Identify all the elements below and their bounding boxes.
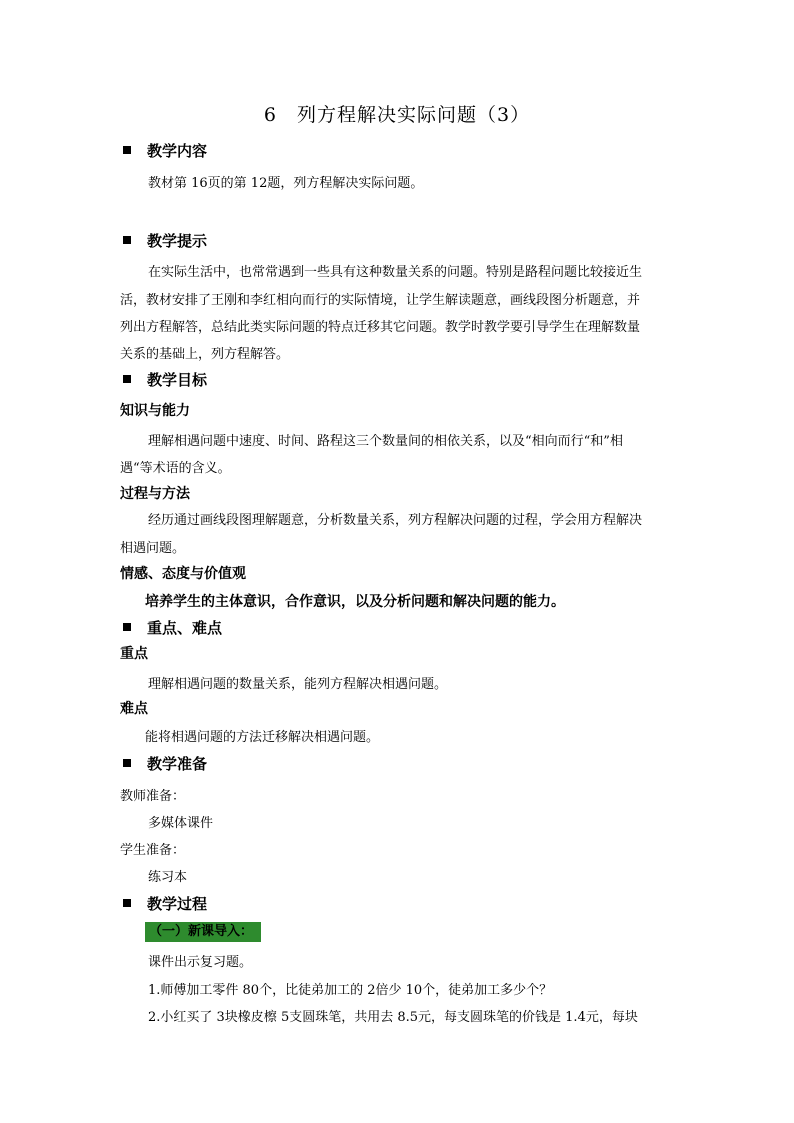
square-bullet-icon <box>123 899 131 907</box>
square-bullet-icon <box>123 623 131 631</box>
knowledge-line: 遇“等术语的含义。 <box>120 461 231 476</box>
section-heading-content <box>123 140 207 161</box>
question-2: 2.小红买了 3块橡皮檫 5支圆珠笔，共用去 8.5元，每支圆珠笔的价钱是 1.4元，每块 <box>148 1010 638 1025</box>
step1-highlight-label: （一）新课导入： <box>145 922 261 942</box>
section-heading-text: 教学提示 <box>147 232 208 250</box>
section-heading-key-points <box>123 617 222 638</box>
tips-line: 在实际生活中，也常常遇到一些具有这种数量关系的问题。特别是路程问题比较接近生 <box>148 265 643 280</box>
square-bullet-icon <box>123 236 131 244</box>
tips-line: 列出方程解答，总结此类实际问题的特点迁移其它问题。教学时教学要引导学生在理解数量 <box>120 320 641 335</box>
teacher-prep-item: 多媒体课件 <box>148 816 214 831</box>
section-heading-goals <box>123 369 207 390</box>
section-heading-text: 教学准备 <box>147 755 208 773</box>
knowledge-line: 理解相遇问题中速度、时间、路程这三个数量间的相依关系，以及“相向而行“和”相 <box>148 434 623 449</box>
tips-line: 活，教材安排了王刚和李红相向而行的实际情境，让学生解读题意，画线段图分析题意，并 <box>120 293 641 308</box>
content-text: 教材第 16页的第 12题，列方程解决实际问题。 <box>148 176 424 191</box>
square-bullet-icon <box>123 375 131 383</box>
process-intro-text: 课件出示复习题。 <box>148 955 253 970</box>
key-heading: 重点 <box>120 646 148 662</box>
key-text: 理解相遇问题的数量关系，能列方程解决相遇问题。 <box>148 677 448 692</box>
section-heading-text: 教学过程 <box>147 895 208 913</box>
process-method-line: 经历通过画线段图理解题意，分析数量关系，列方程解决问题的过程，学会用方程解决 <box>148 513 643 528</box>
section-heading-text: 重点、难点 <box>147 619 223 637</box>
student-prep-item: 练习本 <box>148 870 188 885</box>
process-method-line: 相遇问题。 <box>120 541 186 556</box>
section-heading-prep <box>123 753 207 774</box>
teacher-prep-label: 教师准备： <box>120 789 186 804</box>
section-heading-text: 教学内容 <box>147 142 208 160</box>
section-heading-process <box>123 893 207 914</box>
difficult-heading: 难点 <box>120 701 148 717</box>
section-heading-text: 教学目标 <box>147 371 208 389</box>
emotion-text: 培养学生的主体意识，合作意识，以及分析问题和解决问题的能力。 <box>145 594 565 610</box>
process-method-heading: 过程与方法 <box>120 486 190 502</box>
emotion-heading: 情感、态度与价值观 <box>120 566 246 582</box>
question-1: 1.师傅加工零件 80个，比徒弟加工的 2倍少 10个，徒弟加工多少个？ <box>148 983 553 998</box>
knowledge-heading: 知识与能力 <box>120 403 190 419</box>
student-prep-label: 学生准备： <box>120 843 186 858</box>
square-bullet-icon <box>123 759 131 767</box>
square-bullet-icon <box>123 146 131 154</box>
section-heading-tips <box>123 230 207 251</box>
tips-line: 关系的基础上，列方程解答。 <box>120 347 290 362</box>
difficult-text: 能将相遇问题的方法迁移解决相遇问题。 <box>145 730 380 745</box>
page-title: 6 列方程解决实际问题（3） <box>263 104 531 126</box>
